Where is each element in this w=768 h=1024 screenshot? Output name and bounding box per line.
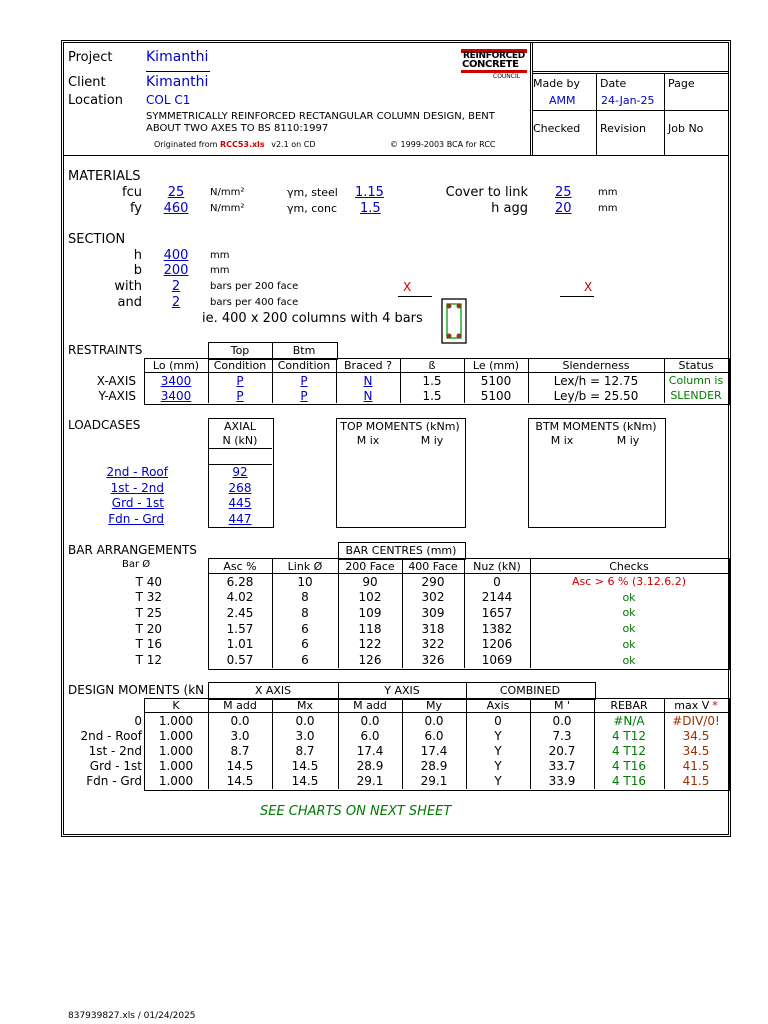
col-maddy-header: M add xyxy=(353,699,387,712)
axial-header: AXIAL xyxy=(224,419,256,433)
checked-label: Checked xyxy=(533,122,581,135)
loadcases-heading: LOADCASES xyxy=(68,418,141,432)
job-no-label: Job No xyxy=(668,122,704,135)
bar-size: T 25 xyxy=(135,605,162,620)
bar-centres-header: BAR CENTRES (mm) xyxy=(345,544,457,557)
section-heading: SECTION xyxy=(68,232,126,247)
bar-size: T 20 xyxy=(135,621,162,636)
col-mx-header: Mx xyxy=(296,699,313,712)
centres-400-value: 326 xyxy=(421,653,445,667)
cover-unit: mm xyxy=(598,187,618,198)
asc-value: 4.02 xyxy=(226,590,254,605)
x-mark-200: X xyxy=(403,280,412,294)
col-top-header: Top xyxy=(230,344,250,357)
combined-m-value: 0.0 xyxy=(552,713,572,728)
check-status: ok xyxy=(622,590,636,604)
bar-size: T 12 xyxy=(135,653,162,667)
col-maxv-header: max V * xyxy=(674,699,718,712)
asc-value: 1.57 xyxy=(226,621,254,636)
design-heading: DESIGN MOMENTS (kN xyxy=(68,683,205,697)
top-condition[interactable]: P xyxy=(236,388,244,403)
axis-value: Y xyxy=(494,774,502,789)
location-label: Location xyxy=(68,93,123,108)
fcu-unit: N/mm² xyxy=(210,187,245,198)
copyright-text: © 1999-2003 BCA for RCC xyxy=(390,140,496,149)
client-label: Client xyxy=(68,75,106,90)
status-value: SLENDER xyxy=(670,389,722,402)
fcu-label: fcu xyxy=(122,185,142,200)
nuz-value: 1069 xyxy=(481,653,513,667)
column-section-sketch xyxy=(441,298,467,344)
le-value: 5100 xyxy=(480,388,512,403)
check-status: ok xyxy=(622,622,636,636)
rebar-value: #N/A xyxy=(613,713,645,728)
col-status-header: Status xyxy=(678,359,714,372)
btm-condition[interactable]: P xyxy=(300,388,308,403)
braced-value[interactable]: N xyxy=(363,388,373,403)
fy-unit: N/mm² xyxy=(210,203,245,214)
nuz-value: 1657 xyxy=(481,605,513,620)
rebar-value: 4 T16 xyxy=(611,774,647,789)
hagg-value[interactable]: 20 xyxy=(555,201,572,216)
h-label: h xyxy=(133,248,142,263)
design-title-line2: ABOUT TWO AXES TO BS 8110:1997 xyxy=(146,123,329,134)
lo-value[interactable]: 3400 xyxy=(160,373,192,388)
and-label: and xyxy=(117,295,142,310)
and-text: bars per 400 face xyxy=(210,297,299,308)
cover-label: Cover to link xyxy=(445,185,528,200)
centres-200-value: 102 xyxy=(358,590,382,605)
restraint-axis: X-AXIS xyxy=(96,373,136,388)
le-value: 5100 xyxy=(480,373,512,388)
loadcase-axial[interactable]: 447 xyxy=(228,511,252,526)
hagg-label: h agg xyxy=(491,201,528,216)
col-braced-header: Braced ? xyxy=(344,359,392,372)
with-value[interactable]: 2 xyxy=(171,279,181,294)
materials-heading: MATERIALS xyxy=(68,169,141,184)
rebar-value: 4 T12 xyxy=(611,743,647,758)
link-value: 6 xyxy=(301,621,309,636)
madd-x-value: 0.0 xyxy=(230,713,250,728)
axis-value: 0 xyxy=(494,713,502,728)
link-value: 6 xyxy=(301,637,309,652)
centres-400-value: 322 xyxy=(421,637,445,652)
centres-200-value: 109 xyxy=(358,605,382,620)
axis-value: Y xyxy=(494,743,502,758)
made-by-value[interactable]: AMM xyxy=(549,94,576,107)
centres-200-value: 126 xyxy=(358,653,382,667)
combined-m-value: 33.9 xyxy=(548,774,576,789)
col-400-header: 400 Face xyxy=(408,559,458,573)
originated-text: Originated from RCC53.xls v2.1 on CD xyxy=(154,140,316,149)
loadcase-name[interactable]: Grd - 1st xyxy=(111,495,164,510)
b-value[interactable]: 200 xyxy=(163,263,189,278)
mx-value: 14.5 xyxy=(291,774,319,789)
madd-y-value: 0.0 xyxy=(360,713,380,728)
rebar-value: 4 T16 xyxy=(611,759,647,774)
h-unit: mm xyxy=(210,250,230,261)
originated-file: RCC53.xls xyxy=(219,140,265,149)
btm-miy-header: M iy xyxy=(616,433,640,447)
loadcase-name[interactable]: Fdn - Grd xyxy=(108,511,164,526)
date-label: Date xyxy=(600,77,627,90)
and-value[interactable]: 2 xyxy=(171,295,181,310)
axis-value: Y xyxy=(494,728,502,743)
loadcase-name[interactable]: 1st - 2nd xyxy=(110,480,164,495)
header-divider xyxy=(63,155,728,156)
cover-value[interactable]: 25 xyxy=(555,185,572,200)
design-title-line1: SYMMETRICALLY REINFORCED RECTANGULAR COLUMN DESIGN, BENT xyxy=(146,111,495,122)
beta-value: 1.5 xyxy=(422,373,442,388)
bars-heading: BAR ARRANGEMENTS xyxy=(68,543,197,557)
asc-value: 6.28 xyxy=(226,574,254,589)
col-condition-btm: Condition xyxy=(277,359,331,372)
nuz-value: 1382 xyxy=(481,621,513,636)
btm-mix-header: M ix xyxy=(550,433,574,447)
gm-steel-label: γm, steel xyxy=(287,186,338,199)
asc-value: 0.57 xyxy=(226,653,254,667)
max-v-value: #DIV/0! xyxy=(672,713,720,728)
col-checks-header: Checks xyxy=(609,559,649,573)
bar-size: T 16 xyxy=(135,637,162,652)
x-axis-header: X AXIS xyxy=(254,684,292,697)
col-200-header: 200 Face xyxy=(345,559,395,573)
max-v-value: 34.5 xyxy=(682,743,710,758)
my-value: 28.9 xyxy=(420,759,448,774)
check-status: ok xyxy=(622,653,636,667)
with-label: with xyxy=(114,279,142,294)
mx-value: 14.5 xyxy=(291,759,319,774)
bar-phi-header: Bar Ø xyxy=(122,559,151,570)
check-status: Asc > 6 % (3.12.6.2) xyxy=(571,575,687,588)
section-summary: ie. 400 x 200 columns with 4 bars xyxy=(202,311,423,326)
axial-unit-header: N (kN) xyxy=(222,433,258,447)
combined-header: COMBINED xyxy=(499,684,561,697)
beta-value: 1.5 xyxy=(422,388,442,403)
bar-size: T 32 xyxy=(135,590,162,605)
design-row-name: Grd - 1st xyxy=(89,759,142,774)
client-value[interactable]: Kimanthi xyxy=(146,74,209,90)
centres-200-value: 90 xyxy=(362,574,378,589)
with-text: bars per 200 face xyxy=(210,281,299,292)
nuz-value: 0 xyxy=(493,574,501,589)
design-row-name: 2nd - Roof xyxy=(80,728,142,743)
braced-value[interactable]: N xyxy=(363,373,373,388)
col-my-header: My xyxy=(425,699,442,712)
gm-conc-label: γm, conc xyxy=(287,202,338,215)
header-right-divider xyxy=(530,42,531,155)
k-value: 1.000 xyxy=(158,774,194,789)
b-unit: mm xyxy=(210,265,230,276)
centres-400-value: 290 xyxy=(421,574,445,589)
footer-filename: 837939827.xls / 01/24/2025 xyxy=(68,1011,196,1021)
page-label: Page xyxy=(668,77,695,90)
max-v-value: 41.5 xyxy=(682,774,710,789)
top-mix-header: M ix xyxy=(356,433,380,447)
gm-steel-value[interactable]: 1.15 xyxy=(355,185,384,200)
status-value: Column is xyxy=(668,374,724,387)
loadcase-axial[interactable]: 445 xyxy=(228,495,252,510)
madd-y-value: 29.1 xyxy=(356,774,384,789)
centres-400-value: 302 xyxy=(421,590,445,605)
madd-x-value: 8.7 xyxy=(230,743,250,758)
centres-200-value: 122 xyxy=(358,637,382,652)
loadcase-name[interactable]: 2nd - Roof xyxy=(106,464,168,479)
loadcase-axial[interactable]: 92 xyxy=(232,464,248,479)
loadcase-axial[interactable]: 268 xyxy=(228,480,252,495)
rebar-value: 4 T12 xyxy=(611,728,647,743)
nuz-value: 1206 xyxy=(481,637,513,652)
link-value: 8 xyxy=(301,590,309,605)
btm-moments-header: BTM MOMENTS (kNm) xyxy=(535,419,657,433)
my-value: 29.1 xyxy=(420,774,448,789)
col-m-header: M ' xyxy=(553,699,570,712)
madd-y-value: 28.9 xyxy=(356,759,384,774)
hagg-unit: mm xyxy=(598,203,618,214)
centres-400-value: 318 xyxy=(421,621,445,636)
design-row-name: 0 xyxy=(134,713,142,728)
col-axis-header: Axis xyxy=(486,699,510,712)
col-le-header: Le (mm) xyxy=(472,359,520,372)
combined-m-value: 7.3 xyxy=(552,728,572,743)
slenderness-value: Lex/h = 12.75 xyxy=(553,373,639,388)
link-value: 8 xyxy=(301,605,309,620)
slenderness-value: Ley/b = 25.50 xyxy=(553,388,639,403)
design-row-name: 1st - 2nd xyxy=(88,743,142,758)
restraints-heading: RESTRAINTS xyxy=(68,343,143,357)
design-row-name: Fdn - Grd xyxy=(86,774,142,789)
y-axis-header: Y AXIS xyxy=(384,684,420,697)
asc-value: 1.01 xyxy=(226,637,254,652)
col-beta-header: ß xyxy=(428,359,436,372)
restraint-axis: Y-AXIS xyxy=(98,388,136,403)
madd-y-value: 17.4 xyxy=(356,743,384,758)
my-value: 17.4 xyxy=(420,743,448,758)
top-condition[interactable]: P xyxy=(236,373,244,388)
k-value: 1.000 xyxy=(158,728,194,743)
see-charts-note: SEE CHARTS ON NEXT SHEET xyxy=(260,804,452,819)
fcu-value[interactable]: 25 xyxy=(167,185,185,200)
col-link-header: Link Ø xyxy=(287,559,323,573)
project-value[interactable]: Kimanthi xyxy=(146,49,209,65)
my-value: 6.0 xyxy=(424,728,444,743)
madd-y-value: 6.0 xyxy=(360,728,380,743)
my-value: 0.0 xyxy=(424,713,444,728)
b-label: b xyxy=(133,263,142,278)
combined-m-value: 33.7 xyxy=(548,759,576,774)
k-value: 1.000 xyxy=(158,759,194,774)
col-condition-top: Condition xyxy=(213,359,267,372)
mx-value: 3.0 xyxy=(295,728,315,743)
top-miy-header: M iy xyxy=(420,433,444,447)
check-status: ok xyxy=(622,606,636,620)
bar-size: T 40 xyxy=(135,574,162,589)
lo-value[interactable]: 3400 xyxy=(160,388,192,403)
col-maddx-header: M add xyxy=(223,699,257,712)
gm-conc-value[interactable]: 1.5 xyxy=(360,201,381,216)
rcc-logo: REINFORCED CONCRETE COUNCIL xyxy=(461,49,527,85)
col-slenderness-header: Slenderness xyxy=(562,359,630,372)
fy-label: fy xyxy=(129,201,142,216)
k-value: 1.000 xyxy=(158,743,194,758)
axis-value: Y xyxy=(494,759,502,774)
col-btm-header: Btm xyxy=(292,344,316,357)
col-rebar-header: REBAR xyxy=(610,699,648,712)
fy-value[interactable]: 460 xyxy=(163,201,189,216)
nuz-value: 2144 xyxy=(481,590,513,605)
location-value[interactable]: COL C1 xyxy=(146,93,191,107)
made-by-label: Made by xyxy=(533,77,580,90)
mx-value: 8.7 xyxy=(295,743,315,758)
date-value[interactable]: 24-Jan-25 xyxy=(601,94,655,107)
madd-x-value: 14.5 xyxy=(226,759,254,774)
col-lo-header: Lo (mm) xyxy=(152,359,200,372)
top-moments-header: TOP MOMENTS (kNm) xyxy=(340,419,460,433)
revision-label: Revision xyxy=(600,122,646,135)
centres-200-value: 118 xyxy=(358,621,382,636)
col-nuz-header: Nuz (kN) xyxy=(473,559,521,573)
centres-400-value: 309 xyxy=(421,605,445,620)
project-label: Project xyxy=(68,50,113,65)
mx-value: 0.0 xyxy=(295,713,315,728)
col-asc-header: Asc % xyxy=(223,559,257,573)
max-v-value: 34.5 xyxy=(682,728,710,743)
btm-condition[interactable]: P xyxy=(300,373,308,388)
h-value[interactable]: 400 xyxy=(163,248,189,263)
col-k-header: K xyxy=(172,699,180,712)
asc-value: 2.45 xyxy=(226,605,254,620)
check-status: ok xyxy=(622,637,636,651)
link-value: 10 xyxy=(297,574,313,589)
combined-m-value: 20.7 xyxy=(548,743,576,758)
x-mark-400: X xyxy=(584,280,593,294)
link-value: 6 xyxy=(301,653,309,667)
madd-x-value: 3.0 xyxy=(230,728,250,743)
madd-x-value: 14.5 xyxy=(226,774,254,789)
max-v-value: 41.5 xyxy=(682,759,710,774)
k-value: 1.000 xyxy=(158,713,194,728)
